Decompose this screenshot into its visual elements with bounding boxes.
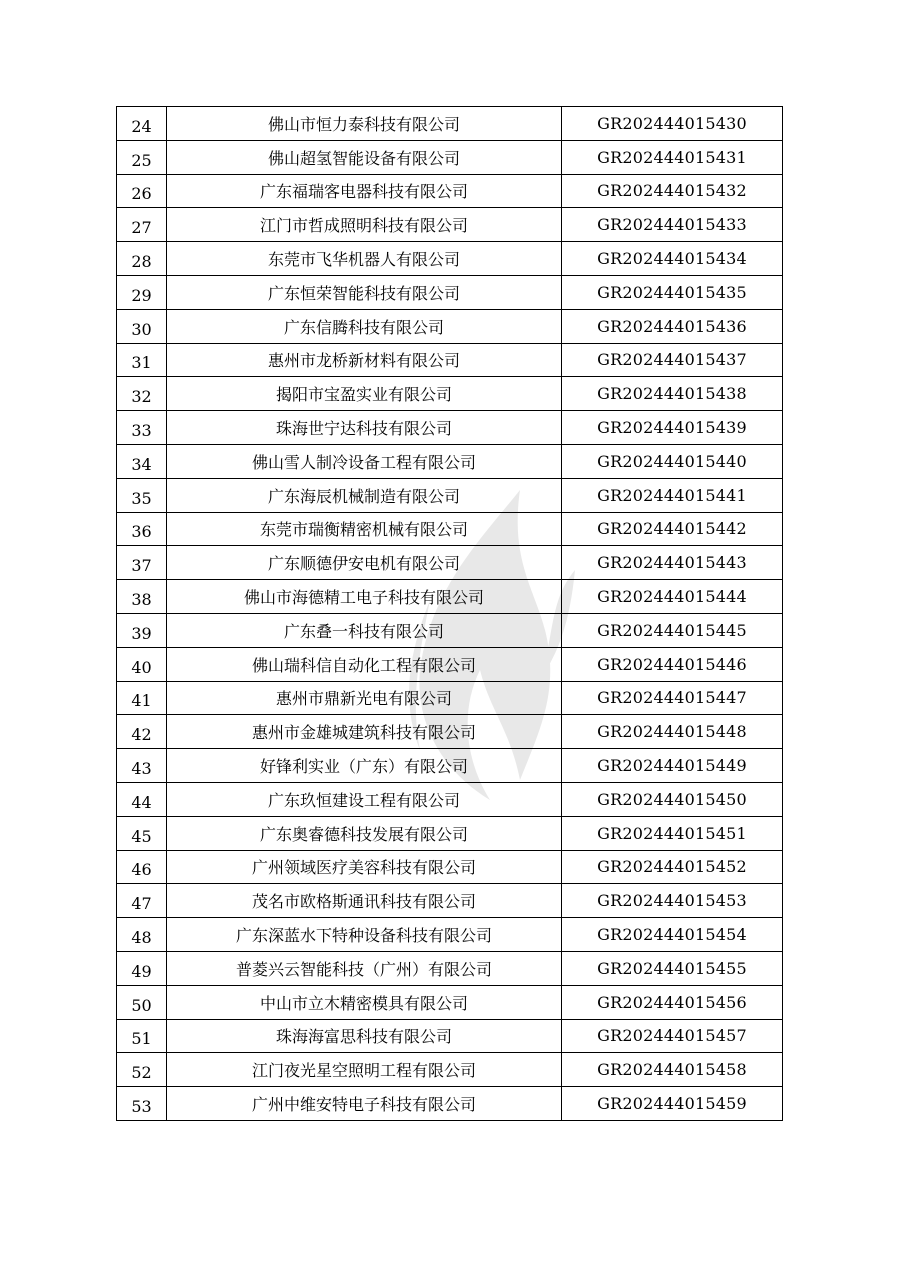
row-number: 27 bbox=[117, 208, 167, 242]
table-row bbox=[117, 951, 783, 985]
table-row bbox=[117, 275, 783, 309]
row-number: 43 bbox=[117, 749, 167, 783]
row-number: 26 bbox=[117, 174, 167, 208]
certificate-number: GR202444015436 bbox=[562, 309, 783, 343]
company-name: 佛山市海德精工电子科技有限公司 bbox=[167, 580, 562, 614]
table-row bbox=[117, 580, 783, 614]
row-number: 41 bbox=[117, 681, 167, 715]
certificate-number: GR202444015431 bbox=[562, 140, 783, 174]
row-number: 36 bbox=[117, 512, 167, 546]
certificate-number: GR202444015455 bbox=[562, 951, 783, 985]
table-row bbox=[117, 816, 783, 850]
certificate-number: GR202444015459 bbox=[562, 1087, 783, 1121]
row-number: 44 bbox=[117, 782, 167, 816]
table-row bbox=[117, 715, 783, 749]
table-row bbox=[117, 1019, 783, 1053]
certificate-number: GR202444015438 bbox=[562, 377, 783, 411]
company-name: 珠海世宁达科技有限公司 bbox=[167, 411, 562, 445]
company-name: 东莞市瑞衡精密机械有限公司 bbox=[167, 512, 562, 546]
certificate-number: GR202444015456 bbox=[562, 985, 783, 1019]
row-number: 49 bbox=[117, 951, 167, 985]
company-name: 惠州市龙桥新材料有限公司 bbox=[167, 343, 562, 377]
certificate-number: GR202444015450 bbox=[562, 782, 783, 816]
certificate-number: GR202444015437 bbox=[562, 343, 783, 377]
certificate-number: GR202444015448 bbox=[562, 715, 783, 749]
row-number: 28 bbox=[117, 242, 167, 276]
row-number: 31 bbox=[117, 343, 167, 377]
certificate-number: GR202444015457 bbox=[562, 1019, 783, 1053]
company-name: 广东福瑞客电器科技有限公司 bbox=[167, 174, 562, 208]
company-name: 江门夜光星空照明工程有限公司 bbox=[167, 1053, 562, 1087]
row-number: 24 bbox=[117, 107, 167, 141]
row-number: 40 bbox=[117, 647, 167, 681]
company-name: 广东信腾科技有限公司 bbox=[167, 309, 562, 343]
row-number: 47 bbox=[117, 884, 167, 918]
row-number: 38 bbox=[117, 580, 167, 614]
company-name: 揭阳市宝盈实业有限公司 bbox=[167, 377, 562, 411]
company-name: 广东叠一科技有限公司 bbox=[167, 613, 562, 647]
certificate-number: GR202444015441 bbox=[562, 478, 783, 512]
certificate-number: GR202444015451 bbox=[562, 816, 783, 850]
certificate-number: GR202444015443 bbox=[562, 546, 783, 580]
row-number: 42 bbox=[117, 715, 167, 749]
company-name: 广东奥睿德科技发展有限公司 bbox=[167, 816, 562, 850]
row-number: 52 bbox=[117, 1053, 167, 1087]
row-number: 34 bbox=[117, 444, 167, 478]
table-row bbox=[117, 242, 783, 276]
row-number: 29 bbox=[117, 275, 167, 309]
table-row bbox=[117, 1087, 783, 1121]
company-name: 惠州市金雄城建筑科技有限公司 bbox=[167, 715, 562, 749]
company-name: 广州中维安特电子科技有限公司 bbox=[167, 1087, 562, 1121]
company-name: 中山市立木精密模具有限公司 bbox=[167, 985, 562, 1019]
row-number: 48 bbox=[117, 918, 167, 952]
certificate-number: GR202444015434 bbox=[562, 242, 783, 276]
table-row bbox=[117, 208, 783, 242]
table-row bbox=[117, 411, 783, 445]
company-name: 广东玖恒建设工程有限公司 bbox=[167, 782, 562, 816]
table-row bbox=[117, 884, 783, 918]
certificate-number: GR202444015445 bbox=[562, 613, 783, 647]
table-row bbox=[117, 140, 783, 174]
certificate-number: GR202444015447 bbox=[562, 681, 783, 715]
certificate-number: GR202444015440 bbox=[562, 444, 783, 478]
table-row bbox=[117, 918, 783, 952]
certificate-number: GR202444015433 bbox=[562, 208, 783, 242]
row-number: 25 bbox=[117, 140, 167, 174]
table-row bbox=[117, 174, 783, 208]
company-name: 好锋利实业（广东）有限公司 bbox=[167, 749, 562, 783]
certificate-number: GR202444015453 bbox=[562, 884, 783, 918]
company-name: 东莞市飞华机器人有限公司 bbox=[167, 242, 562, 276]
row-number: 50 bbox=[117, 985, 167, 1019]
table-row bbox=[117, 107, 783, 141]
row-number: 35 bbox=[117, 478, 167, 512]
certificate-number: GR202444015430 bbox=[562, 107, 783, 141]
table-row bbox=[117, 512, 783, 546]
company-name: 佛山雪人制冷设备工程有限公司 bbox=[167, 444, 562, 478]
table-row bbox=[117, 309, 783, 343]
company-name: 珠海海富思科技有限公司 bbox=[167, 1019, 562, 1053]
company-name: 广东顺德伊安电机有限公司 bbox=[167, 546, 562, 580]
row-number: 30 bbox=[117, 309, 167, 343]
table-row bbox=[117, 749, 783, 783]
row-number: 45 bbox=[117, 816, 167, 850]
company-name: 茂名市欧格斯通讯科技有限公司 bbox=[167, 884, 562, 918]
row-number: 39 bbox=[117, 613, 167, 647]
table-row bbox=[117, 444, 783, 478]
company-name: 普菱兴云智能科技（广州）有限公司 bbox=[167, 951, 562, 985]
row-number: 46 bbox=[117, 850, 167, 884]
certificate-number: GR202444015444 bbox=[562, 580, 783, 614]
table-row bbox=[117, 1053, 783, 1087]
row-number: 51 bbox=[117, 1019, 167, 1053]
certificate-number: GR202444015446 bbox=[562, 647, 783, 681]
certificate-number: GR202444015452 bbox=[562, 850, 783, 884]
certificate-number: GR202444015435 bbox=[562, 275, 783, 309]
company-list-table bbox=[116, 106, 783, 1121]
table-row bbox=[117, 850, 783, 884]
certificate-number: GR202444015454 bbox=[562, 918, 783, 952]
company-name: 广东海辰机械制造有限公司 bbox=[167, 478, 562, 512]
company-name: 佛山市恒力泰科技有限公司 bbox=[167, 107, 562, 141]
certificate-number: GR202444015432 bbox=[562, 174, 783, 208]
company-name: 惠州市鼎新光电有限公司 bbox=[167, 681, 562, 715]
company-name: 佛山瑞科信自动化工程有限公司 bbox=[167, 647, 562, 681]
table-row bbox=[117, 478, 783, 512]
company-name: 广东深蓝水下特种设备科技有限公司 bbox=[167, 918, 562, 952]
certificate-number: GR202444015442 bbox=[562, 512, 783, 546]
table-row bbox=[117, 782, 783, 816]
table-row bbox=[117, 985, 783, 1019]
table-body bbox=[117, 107, 783, 1121]
company-name: 江门市哲成照明科技有限公司 bbox=[167, 208, 562, 242]
row-number: 32 bbox=[117, 377, 167, 411]
table-row bbox=[117, 613, 783, 647]
row-number: 53 bbox=[117, 1087, 167, 1121]
table-row bbox=[117, 343, 783, 377]
certificate-number: GR202444015439 bbox=[562, 411, 783, 445]
company-name: 广东恒荣智能科技有限公司 bbox=[167, 275, 562, 309]
table-row bbox=[117, 681, 783, 715]
certificate-number: GR202444015449 bbox=[562, 749, 783, 783]
row-number: 37 bbox=[117, 546, 167, 580]
table-row bbox=[117, 647, 783, 681]
table-row bbox=[117, 377, 783, 411]
company-name: 佛山超氢智能设备有限公司 bbox=[167, 140, 562, 174]
company-name: 广州领域医疗美容科技有限公司 bbox=[167, 850, 562, 884]
certificate-number: GR202444015458 bbox=[562, 1053, 783, 1087]
row-number: 33 bbox=[117, 411, 167, 445]
table-row bbox=[117, 546, 783, 580]
